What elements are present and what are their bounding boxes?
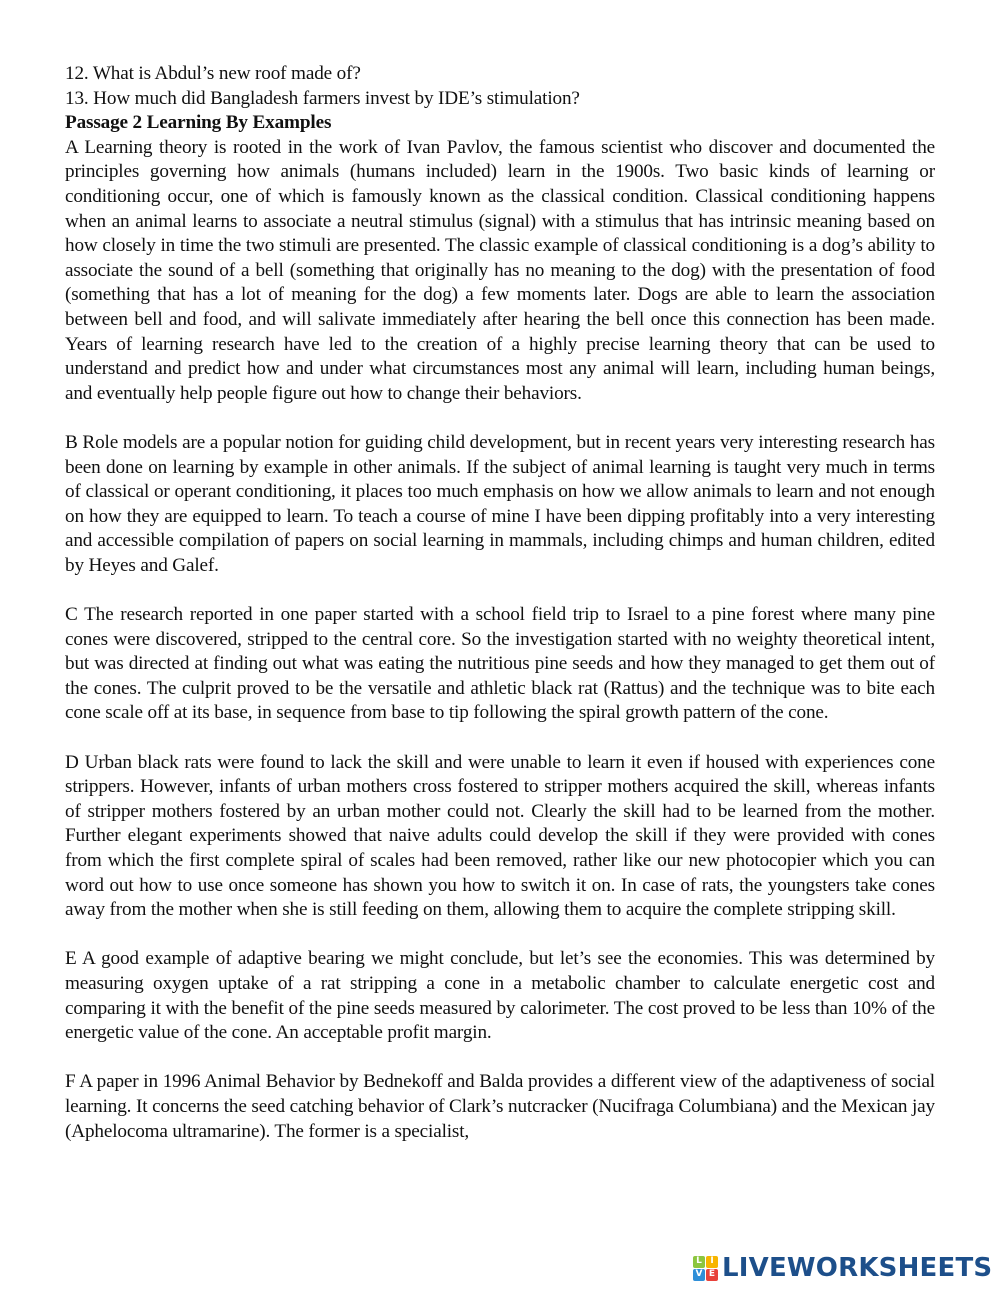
question-12: 12. What is Abdul’s new roof made of? — [65, 63, 361, 84]
paragraph-b: B Role models are a popular notion for guiding child development, but in recent years very interesting research has been done on learning by example in other animals. If the subject of animal learning is taught very much in terms of classical or operant conditioning, it places too much emphasis on how we allow animals to learn and not enough on how they are equipped to learn. To teach a course of mine I have been dipping profitably into a very interesting and accessible compilation of papers on social learning in mammals, including chimps and human children, edited by Heyes and Galef. — [65, 431, 935, 576]
paragraph-f: F A paper in 1996 Animal Behavior by Bednekoff and Balda provides a different view of the adaptiveness of social learning. It concerns the seed catching behavior of Clark’s nutcracker (Nucifraga Columbiana) and the Mexican jay (Aphelocoma ultramarine). The former is a specialist, — [65, 1071, 935, 1142]
paragraph-c: C The research reported in one paper started with a school field trip to Israel to a pine forest where many pine cones were discovered, stripped to the central core. So the investigation started with no weighty theoretical intent, but was directed at finding out what was eating the nutritious pine seeds and how they managed to get them out of the cones. The culprit proved to be the versatile and athletic black rat (Rattus) and the technique was to bite each cone scale off at its base, in sequence from base to tip following the spiral growth pattern of the cone. — [65, 604, 935, 724]
question-13: 13. How much did Bangladesh farmers invest by IDE’s stimulation? — [65, 87, 580, 109]
logo-tile-i: I — [706, 1256, 718, 1268]
worksheet-page — [65, 62, 935, 1144]
logo-tile-e: E — [706, 1269, 718, 1281]
passage-title: Passage 2 Learning By Examples — [65, 112, 332, 134]
logo-tile-v: V — [693, 1269, 705, 1281]
logo-tile-l: L — [693, 1256, 705, 1268]
liveworksheets-logo — [693, 1254, 992, 1282]
paragraph-a: A Learning theory is rooted in the work of Ivan Pavlov, the famous scientist who discover and documented the principles governing how animals (humans included) learn in the 1900s. Two basic kinds of learning or conditioning occur, one of which is famously known as the classical condition. Classical conditioning happens when an animal learns to associate a neutral stimulus (signal) with a stimulus that has intrinsic meaning based on how closely in time the two stimuli are presented. The classic example of classical conditioning is a dog’s ability to associate the sound of a bell (something that originally has no meaning to the dog) with the presentation of food (something that has a lot of meaning for the dog) a few moments later. Dogs are able to learn the association between bell and food, and will salivate immediately after hearing the bell once this connection has been made. Years of learning research have led to the creation of a highly precise learning theory that can be used to understand and predict how and under what circumstances most any animal will learn, including human beings, and eventually help people figure out how to change their behaviors. — [65, 136, 935, 404]
logo-wordmark: LIVEWORKSHEETS — [722, 1253, 993, 1283]
live-tiles-icon — [693, 1256, 718, 1281]
paragraph-d: D Urban black rats were found to lack the skill and were unable to learn it even if housed with experiences cone strippers. However, infants of urban mothers cross fostered to stripper mothers acquired the skill, whereas infants of stripper mothers fostered by an urban mother could not. Clearly the skill had to be learned from the mother. Further elegant experiments showed that naive adults could develop the skill if they were provided with cones from which the first complete spiral of scales had been removed, rather like our new photocopier which you can word out how to use once someone has shown you how to switch it on. In case of rats, the youngsters take cones away from the mother when she is still feeding on them, allowing them to acquire the complete stripping skill. — [65, 751, 935, 921]
paragraph-e: E A good example of adaptive bearing we might conclude, but let’s see the economies. This was determined by measuring oxygen uptake of a rat stripping a cone in a metabolic chamber to calculate energetic cost and comparing it with the benefit of the pine seeds measured by calorimeter. The cost proved to be less than 10% of the energetic value of the cone. An acceptable profit margin. — [65, 948, 935, 1044]
